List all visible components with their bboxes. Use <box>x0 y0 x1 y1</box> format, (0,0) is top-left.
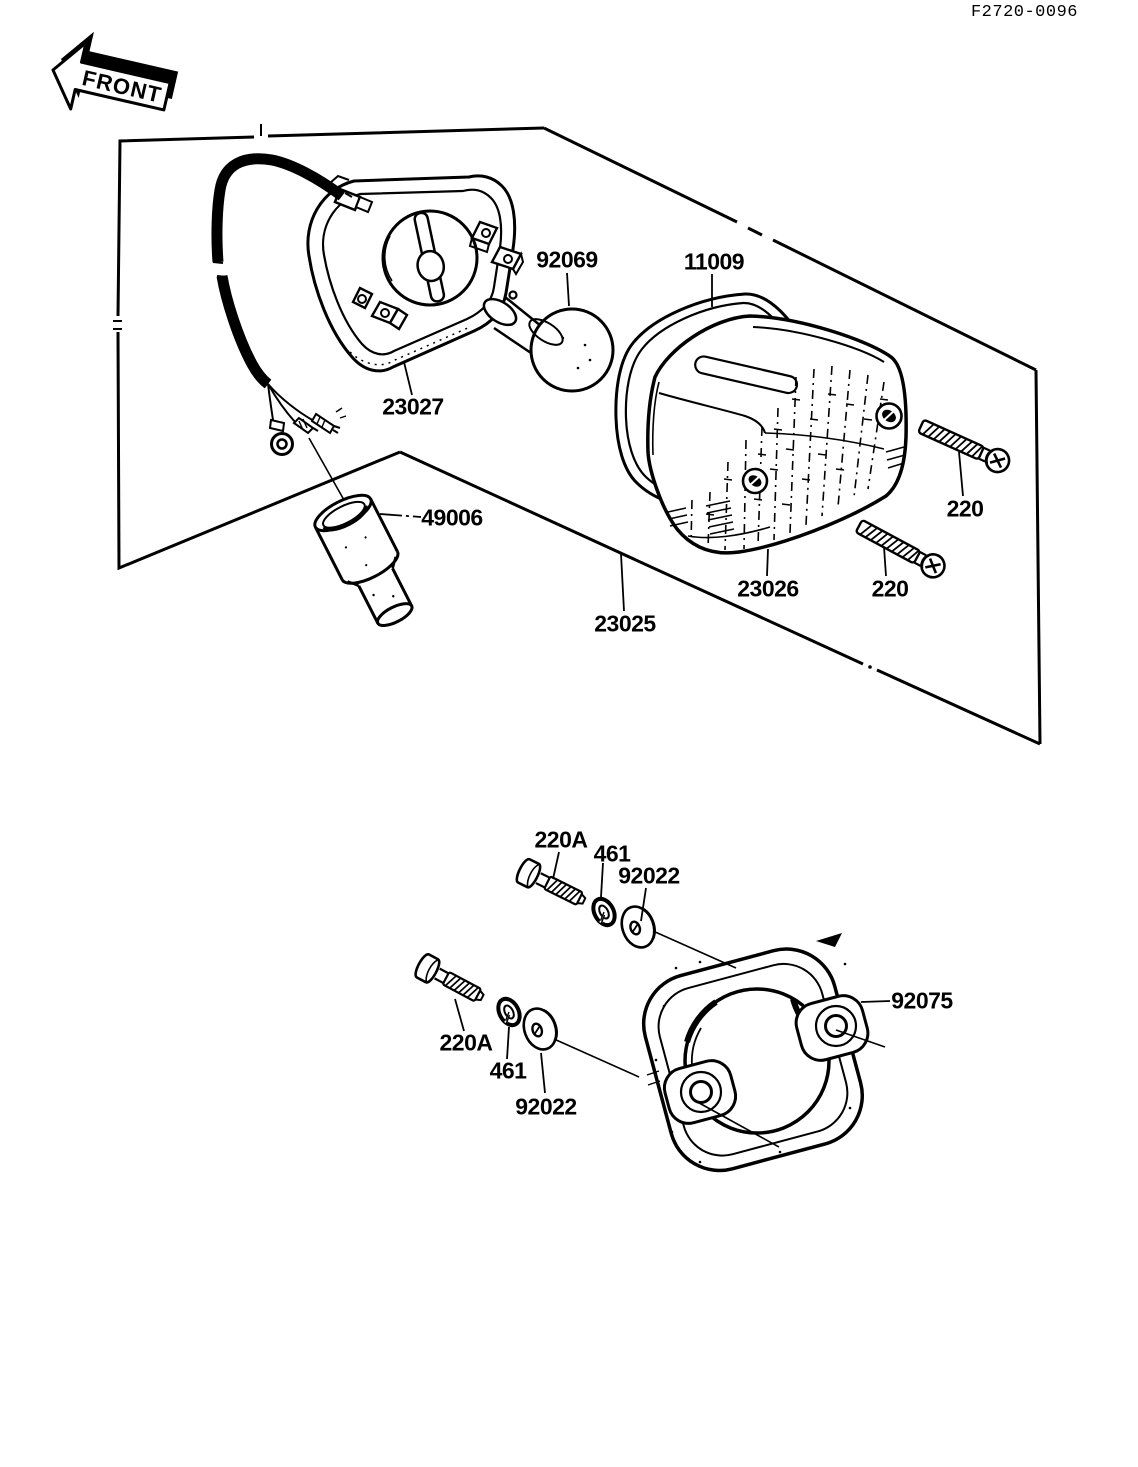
drawing-number: F2720-0096 <box>970 3 1078 22</box>
lens-screw-220-upper <box>916 416 1013 476</box>
part-label-flat-washer: 92022 <box>618 862 680 889</box>
lock-washer-461-upper <box>589 895 619 929</box>
part-label-mount-bolt: 220A <box>439 1029 493 1056</box>
lens <box>648 316 906 553</box>
part-label-flat-washer: 92022 <box>515 1093 577 1120</box>
part-label-bulb: 92069 <box>536 246 598 273</box>
part-label-lamp-assembly: 23025 <box>594 610 656 637</box>
mount-bolt-220a-lower <box>413 952 488 1009</box>
part-label-lock-washer: 461 <box>489 1057 527 1084</box>
part-label-mount-bolt: 220A <box>534 826 588 853</box>
part-label-rubber-damper: 92075 <box>891 987 953 1014</box>
terminal-ring <box>270 420 293 455</box>
lock-washer-461-lower <box>494 995 524 1029</box>
rubber-damper <box>632 933 873 1182</box>
lens-screw-220-lower <box>854 516 949 582</box>
flat-washer-92022-upper <box>616 902 660 952</box>
part-label-lamp-housing: 23027 <box>382 393 444 420</box>
part-label-lock-washer: 461 <box>593 840 631 867</box>
part-label-lens-screw: 220 <box>871 575 909 602</box>
terminal-spade <box>312 408 346 433</box>
socket-boot <box>310 488 426 635</box>
mount-bolt-220a-upper <box>514 857 590 912</box>
front-arrow-label: FRONT <box>79 65 165 108</box>
part-label-socket-boot: 49006 <box>421 504 483 531</box>
front-arrow <box>45 26 182 130</box>
part-label-lens-screw: 220 <box>946 495 984 522</box>
bulb <box>479 292 613 392</box>
part-label-lens: 23026 <box>737 575 799 602</box>
flat-washer-92022-lower <box>518 1004 562 1054</box>
part-label-lens-gasket: 11009 <box>683 248 745 275</box>
